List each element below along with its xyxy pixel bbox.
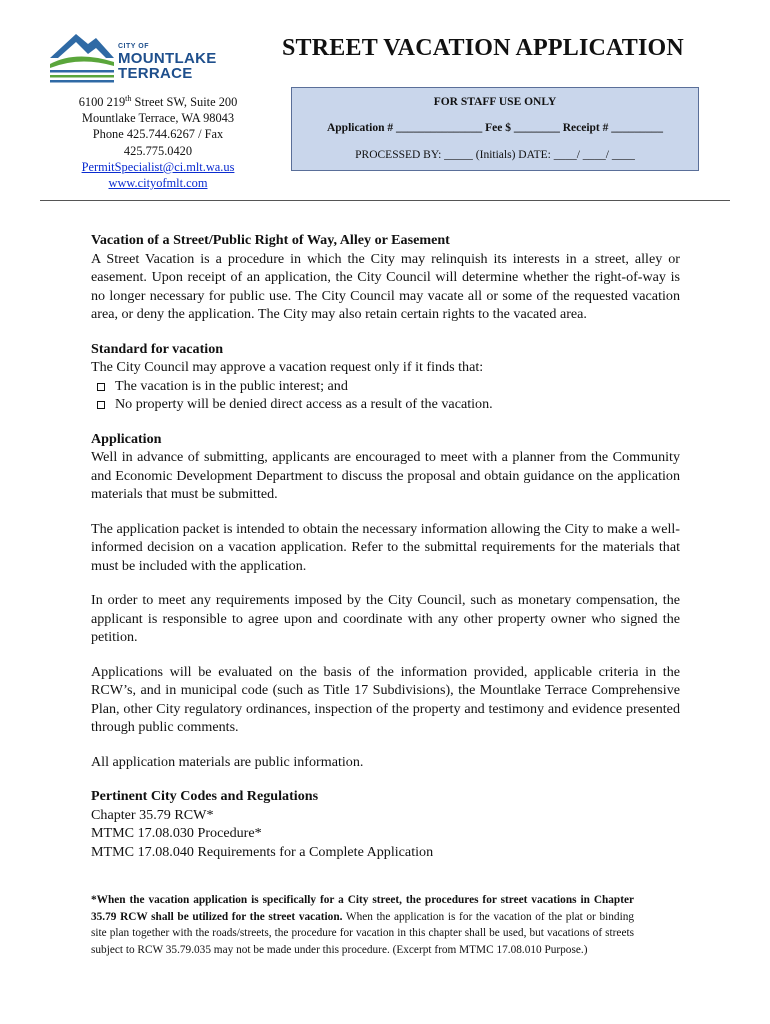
address-block xyxy=(60,94,256,191)
footnote-bold: *When the vacation application is specifically for a City street, the procedures for street vacations in Chapter 35.79 RCW shall be utilized for the street vacation. xyxy=(91,894,634,923)
page-title: STREET VACATION APPLICATION xyxy=(282,35,684,61)
logo-city-of: CITY OF xyxy=(118,43,149,50)
standard-paragraph: The City Council may approve a vacation request only if it finds that: xyxy=(91,359,484,375)
application-paragraph-1: Well in advance of submitting, applicants are encouraged to meet with a planner from the Community and Economic Development Department to discuss the proposal and obtain guidance on the application materials that must be submitted. xyxy=(91,449,680,502)
email-link[interactable]: PermitSpecialist@ci.mlt.wa.us xyxy=(81,159,235,174)
checkbox-bullet-icon xyxy=(97,401,105,409)
section-heading-application: Application xyxy=(91,430,162,447)
standard-criteria-list xyxy=(91,377,680,414)
staff-box-application-row: Application # _______________ Fee $ ________ Receipt # _________ xyxy=(326,122,664,134)
code-item: MTMC 17.08.030 Procedure* xyxy=(91,825,262,841)
section-heading-standard: Standard for vacation xyxy=(91,340,224,357)
address-fax: 425.775.0420 xyxy=(123,143,193,158)
address-phone: Phone 425.744.6267 / Fax xyxy=(92,127,224,142)
application-paragraph-2: The application packet is intended to obtain the necessary information allowing the City to make a well-informed decision on a vacation application. Refer to the submittal requirements for the materials that must be included with the application. xyxy=(91,520,680,574)
logo-name-line1: MOUNTLAKE xyxy=(118,50,217,67)
address-city: Mountlake Terrace, WA 98043 xyxy=(81,111,235,126)
checkbox-bullet-icon xyxy=(97,383,105,391)
list-item: The vacation is in the public interest; and xyxy=(91,377,680,396)
address-street: 6100 219th Street SW, Suite 200 xyxy=(78,93,238,109)
code-item: MTMC 17.08.040 Requirements for a Complete Application xyxy=(91,843,434,860)
city-logo xyxy=(46,28,226,84)
logo-name-line2: TERRACE xyxy=(118,65,193,82)
website-link[interactable]: www.cityofmlt.com xyxy=(108,176,208,191)
application-paragraph-3: In order to meet any requirements imposed by the City Council, such as monetary compensation, the applicant is responsible to agree upon and coordinate with any other property owner who signed the petition. xyxy=(91,592,680,645)
mountain-logo-icon xyxy=(46,28,116,84)
section-heading-vacation: Vacation of a Street/Public Right of Way, Alley or Easement xyxy=(91,232,450,248)
section-heading-codes: Pertinent City Codes and Regulations xyxy=(91,788,319,804)
footnote xyxy=(91,892,634,958)
application-paragraph-5: All application materials are public information. xyxy=(91,753,364,770)
list-item: No property will be denied direct access as a result of the vacation. xyxy=(91,395,680,414)
code-item: Chapter 35.79 RCW* xyxy=(91,806,214,823)
application-paragraph-4: Applications will be evaluated on the basis of the information provided, applicable criteria in the RCW’s, and in municipal code (such as Title 17 Subdivisions), the Mountlake Terrace Comprehensive Plan, other City regulatory ordinances, inspection of the property and testimony and evidence presented through public comments. xyxy=(91,663,680,735)
main-content xyxy=(91,231,680,861)
footnote-text: When the application is for the vacation of the plat or binding site plan together with the roads/streets, the procedure for vacation in this chapter shall be used, but vacations of streets subject to RCW 35.79.035 may not be made under this procedure. (Excerpt from MTMC 17.08.010 Purpose.) xyxy=(91,910,635,956)
staff-box-processed-row: PROCESSED BY: _____ (Initials) DATE: ____/ ____/ ____ xyxy=(355,149,635,161)
staff-use-box xyxy=(291,87,699,171)
header-divider xyxy=(40,200,730,201)
staff-box-heading: FOR STAFF USE ONLY xyxy=(433,96,557,108)
vacation-paragraph: A Street Vacation is a procedure in which the City may relinquish its interests in a street, alley or easement. Upon receipt of an application, the City Council will determine whether the right-of-way is no longer necessary for public use. The City Council may vacate all or some of the requested vacation area, or deny the application. The City may also retain certain rights to the vacated area. xyxy=(91,250,680,322)
